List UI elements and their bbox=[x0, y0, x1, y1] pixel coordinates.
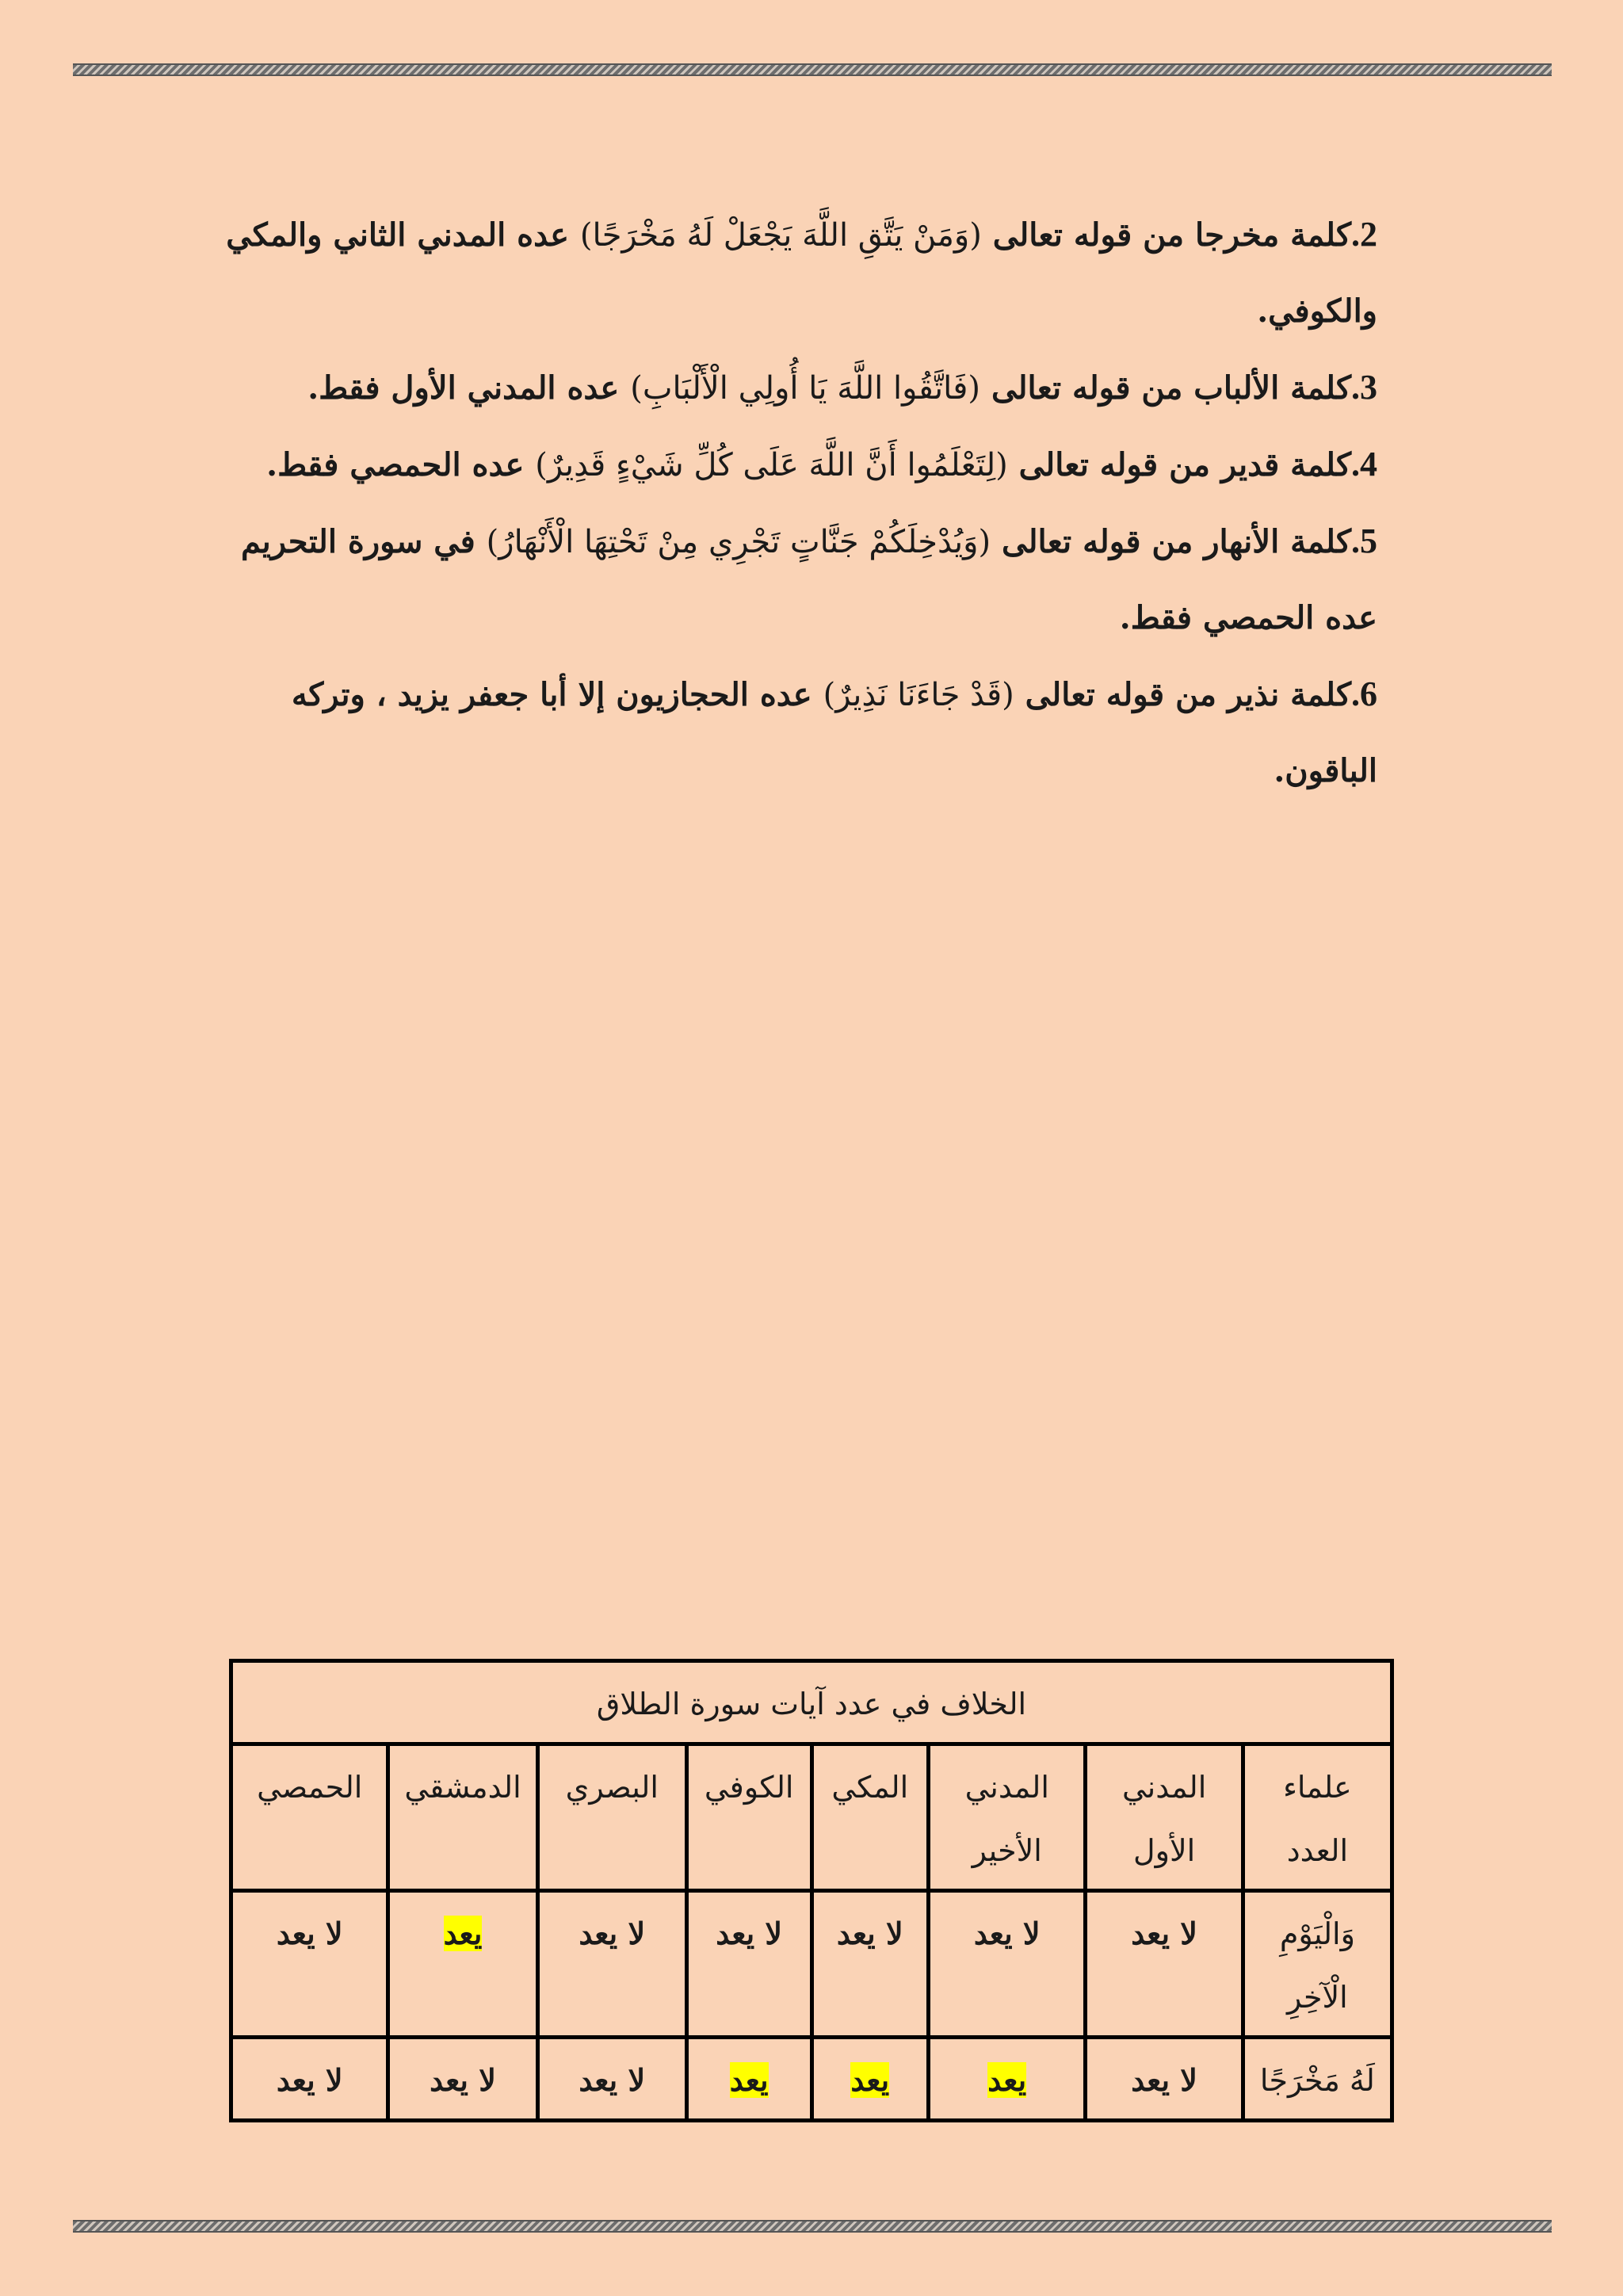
cell-value: لا يعد bbox=[388, 2038, 537, 2121]
note-item bbox=[220, 656, 1377, 809]
note-item bbox=[220, 426, 1377, 503]
note-text: كلمة الألباب من قوله تعالى bbox=[980, 369, 1351, 407]
notes-list bbox=[220, 197, 1377, 809]
note-ruling: عده المدني الثاني والمكي والكوفي. bbox=[226, 216, 1377, 330]
quran-verse: (وَيُدْخِلَكُمْ جَنَّاتٍ تَجْرِي مِنْ تَحْتِهَا الْأَنْهَارُ) bbox=[486, 524, 991, 560]
cell-value-highlighted: يعد bbox=[929, 2038, 1086, 2121]
note-number: 2. bbox=[1351, 215, 1377, 254]
cell-value: لا يعد bbox=[1086, 1891, 1243, 2038]
bottom-border-rule bbox=[73, 2220, 1552, 2233]
quran-verse: (قَدْ جَاءَنَا نَذِيرٌ) bbox=[823, 677, 1014, 713]
header-dimashqi: الدمشقي bbox=[388, 1744, 537, 1891]
cell-value: لا يعد bbox=[812, 1891, 929, 2038]
quran-verse: (فَاتَّقُوا اللَّهَ يَا أُولِي الْأَلْبَابِ) bbox=[630, 370, 981, 407]
note-number: 3. bbox=[1351, 368, 1377, 407]
header-madani-1: المدني الأول bbox=[1086, 1744, 1243, 1891]
note-text: كلمة مخرجا من قوله تعالى bbox=[981, 216, 1351, 254]
note-ruling: عده الحمصي فقط. bbox=[266, 446, 536, 483]
header-basri: البصري bbox=[537, 1744, 686, 1891]
note-item bbox=[220, 350, 1377, 426]
note-item bbox=[220, 197, 1377, 350]
cell-value: لا يعد bbox=[231, 1891, 388, 2038]
quran-verse: (لِتَعْلَمُوا أَنَّ اللَّهَ عَلَى كُلِّ شَيْءٍ قَدِيرٌ) bbox=[535, 447, 1008, 483]
cell-value-highlighted: يعد bbox=[686, 2038, 812, 2121]
cell-value-highlighted: يعد bbox=[388, 1891, 537, 2038]
cell-value: لا يعد bbox=[537, 1891, 686, 2038]
note-text: كلمة قدير من قوله تعالى bbox=[1007, 446, 1351, 483]
cell-value: لا يعد bbox=[231, 2038, 388, 2121]
header-madani-2: المدني الأخير bbox=[929, 1744, 1086, 1891]
cell-value: لا يعد bbox=[537, 2038, 686, 2121]
header-makki: المكي bbox=[812, 1744, 929, 1891]
cell-value: لا يعد bbox=[929, 1891, 1086, 2038]
note-ruling: في سورة التحريم عده الحمصي فقط. bbox=[240, 523, 1377, 636]
cell-value: لا يعد bbox=[1086, 2038, 1243, 2121]
header-kufi: الكوفي bbox=[686, 1744, 812, 1891]
note-number: 4. bbox=[1351, 445, 1377, 483]
note-number: 5. bbox=[1351, 521, 1377, 560]
note-ruling: عده المدني الأول فقط. bbox=[307, 369, 631, 407]
header-scholars: علماء العدد bbox=[1243, 1744, 1392, 1891]
note-ruling: عده الحجازيون إلا أبا جعفر يزيد ، وتركه الباقون. bbox=[291, 676, 1377, 789]
verse-count-table bbox=[229, 1659, 1394, 2122]
top-border-rule bbox=[73, 63, 1552, 76]
table-header-row bbox=[231, 1744, 1392, 1891]
note-number: 6. bbox=[1351, 674, 1377, 713]
note-text: كلمة الأنهار من قوله تعالى bbox=[991, 523, 1351, 560]
cell-value: لا يعد bbox=[686, 1891, 812, 2038]
note-item bbox=[220, 503, 1377, 656]
table-row bbox=[231, 2038, 1392, 2121]
note-text: كلمة نذير من قوله تعالى bbox=[1014, 676, 1351, 713]
table-caption: الخلاف في عدد آيات سورة الطلاق bbox=[231, 1661, 1392, 1744]
table-row bbox=[231, 1891, 1392, 2038]
cell-value-highlighted: يعد bbox=[812, 2038, 929, 2121]
row-word: لَهُ مَخْرَجًا bbox=[1243, 2038, 1392, 2121]
row-word: وَالْيَوْمِ الْآخِرِ bbox=[1243, 1891, 1392, 2038]
quran-verse: (وَمَنْ يَتَّقِ اللَّهَ يَجْعَلْ لَهُ مَخْرَجًا) bbox=[579, 217, 982, 254]
header-himsi: الحمصي bbox=[231, 1744, 388, 1891]
